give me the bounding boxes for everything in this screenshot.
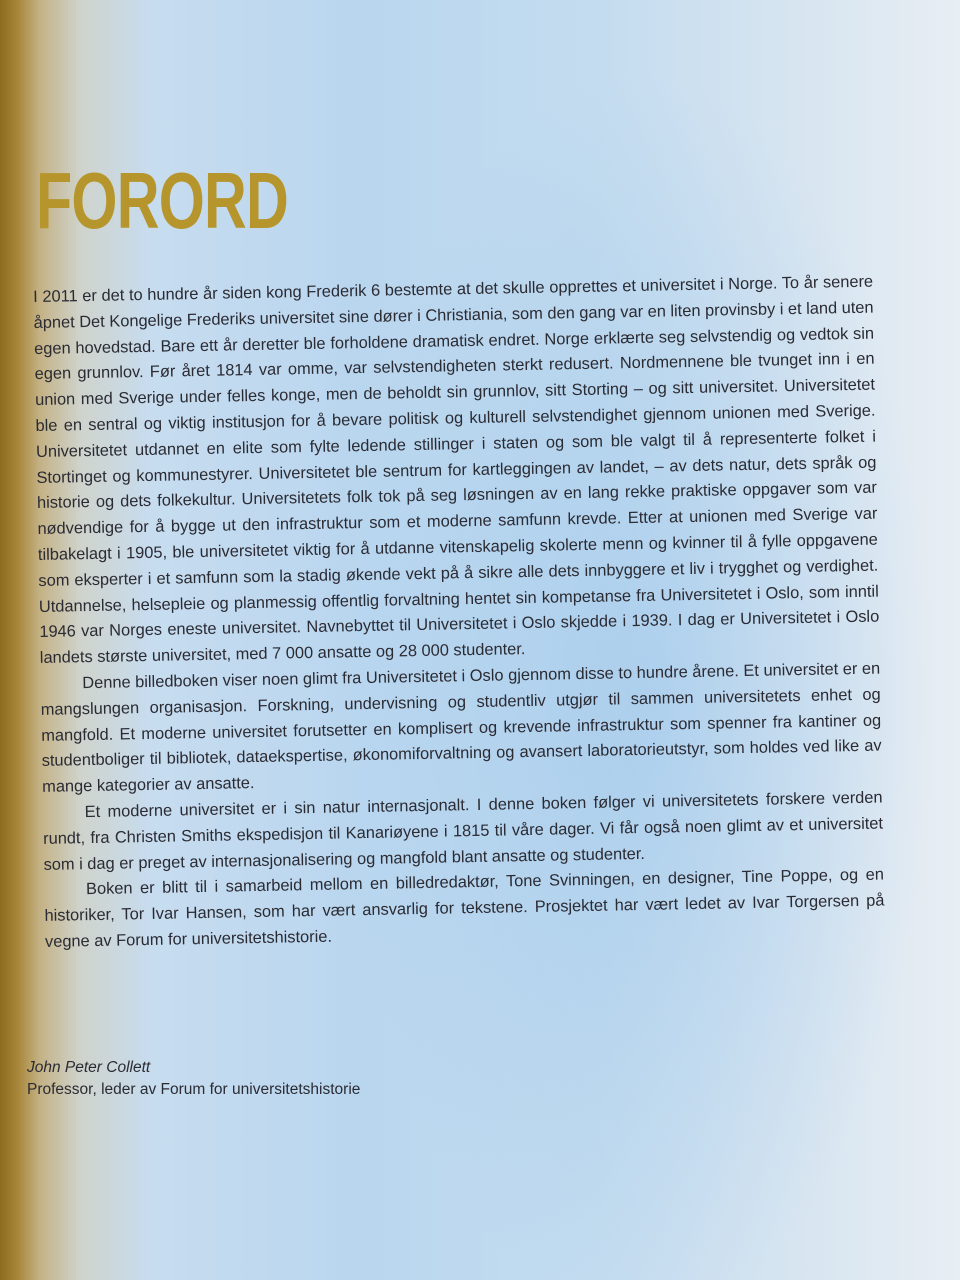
paragraph-intro: I 2011 er det to hundre år siden kong Frederik 6 bestemte at det skulle opprettes et universitet i Norge. To år senere åpnet Det Kongelige Frederiks universitet sine dører i Christiania, som den gang var en liten provinsby i et land uten egen hovedstad. Bare ett år deretter ble forholdene dramatisk endret. Norge erklærte seg selvstendig og vedtok sin egen grunnlov. Før året 1814 var omme, var selvstendigheten sterkt redusert. Nordmennene ble tvunget inn i en union med Sverige under felles konge, men de beholdt sin grunnlov, sitt Storting – og sitt universitet. Universitetet ble en sentral og viktig institusjon for å bevare politisk og kulturell selvstendighet gjennom unionen med Sverige. Universitetet utdannet en elite som fylte ledende stillinger i staten og som ble valgt til å representerte folket i Stortinget og kommunestyrer. Universitetet ble sentrum for kartleggingen av landet, – av dets natur, dets språk og historie og dets folkekultur. Universitetets folk tok på seg løsningen av en lang rekke praktiske oppgaver som var nødvendige for å bygge ut den infrastruktur som et moderne samfunn krevde. Etter at unionen med Sverige var tilbakelagt i 1905, ble universitetet viktig for å utdanne vitenskapelig skolerte menn og kvinner til å fylle oppgavene som eksperter i et samfunn som la stadig økende vekt på å sikre alle dets innbyggere et liv i trygghet og verdighet. Utdannelse, helsepleie og planmessig offentlig forvaltning hentet sin kompetanse fra Universitetet i Oslo, som inntil 1946 var Norges eneste universitet. Navnebyttet til Universitetet i Oslo skjedde i 1939. I dag er Universitetet i Oslo landets største universitet, med 7 000 ansatte og 28 000 studenter. <box>33 272 880 668</box>
paragraph-picture-book: Denne billedboken viser noen glimt fra Universitetet i Oslo gjennom disse to hundre årene. Et universitet er en mangslungen organisasjon. Forskning, undervisning og studentliv utgjør til sammen universitetets enhet og mangfold. Et moderne universitet forutsetter en komplisert og krevende infrastruktur som spenner fra kantiner og studentboliger til bibliotek, dataekspertise, økonomiforvaltning og avansert laboratorieutstyr, som holdes ved like av mange kategorier av ansatte. <box>40 659 882 797</box>
foreword-body <box>33 270 885 956</box>
paragraph-international: Et moderne universitet er i sin natur internasjonalt. I denne boken følger vi universitetets forskere verden rundt, fra Christen Smiths ekspedisjon til Kanariøyene i 1815 til våre dager. Vi får også noen glimt av et universitet som i dag er preget av internasjonalisering og mangfold blant ansatte og studenter. <box>42 788 884 874</box>
paragraph-credits: Boken er blitt til i samarbeid mellom en billedredaktør, Tone Svinningen, en designer, Tine Poppe, og en historiker, Tor Ivar Hansen, som har vært ansvarlig for tekstene. Prosjektet har vært ledet av Ivar Torgersen på vegne av Forum for universitetshistorie. <box>44 865 885 951</box>
signature-name: John Peter Collett <box>27 1059 151 1076</box>
signature-role: Professor, leder av Forum for universitetshistorie <box>27 1081 361 1098</box>
signature-block <box>27 1057 360 1101</box>
page-title: FORORD <box>36 156 289 245</box>
